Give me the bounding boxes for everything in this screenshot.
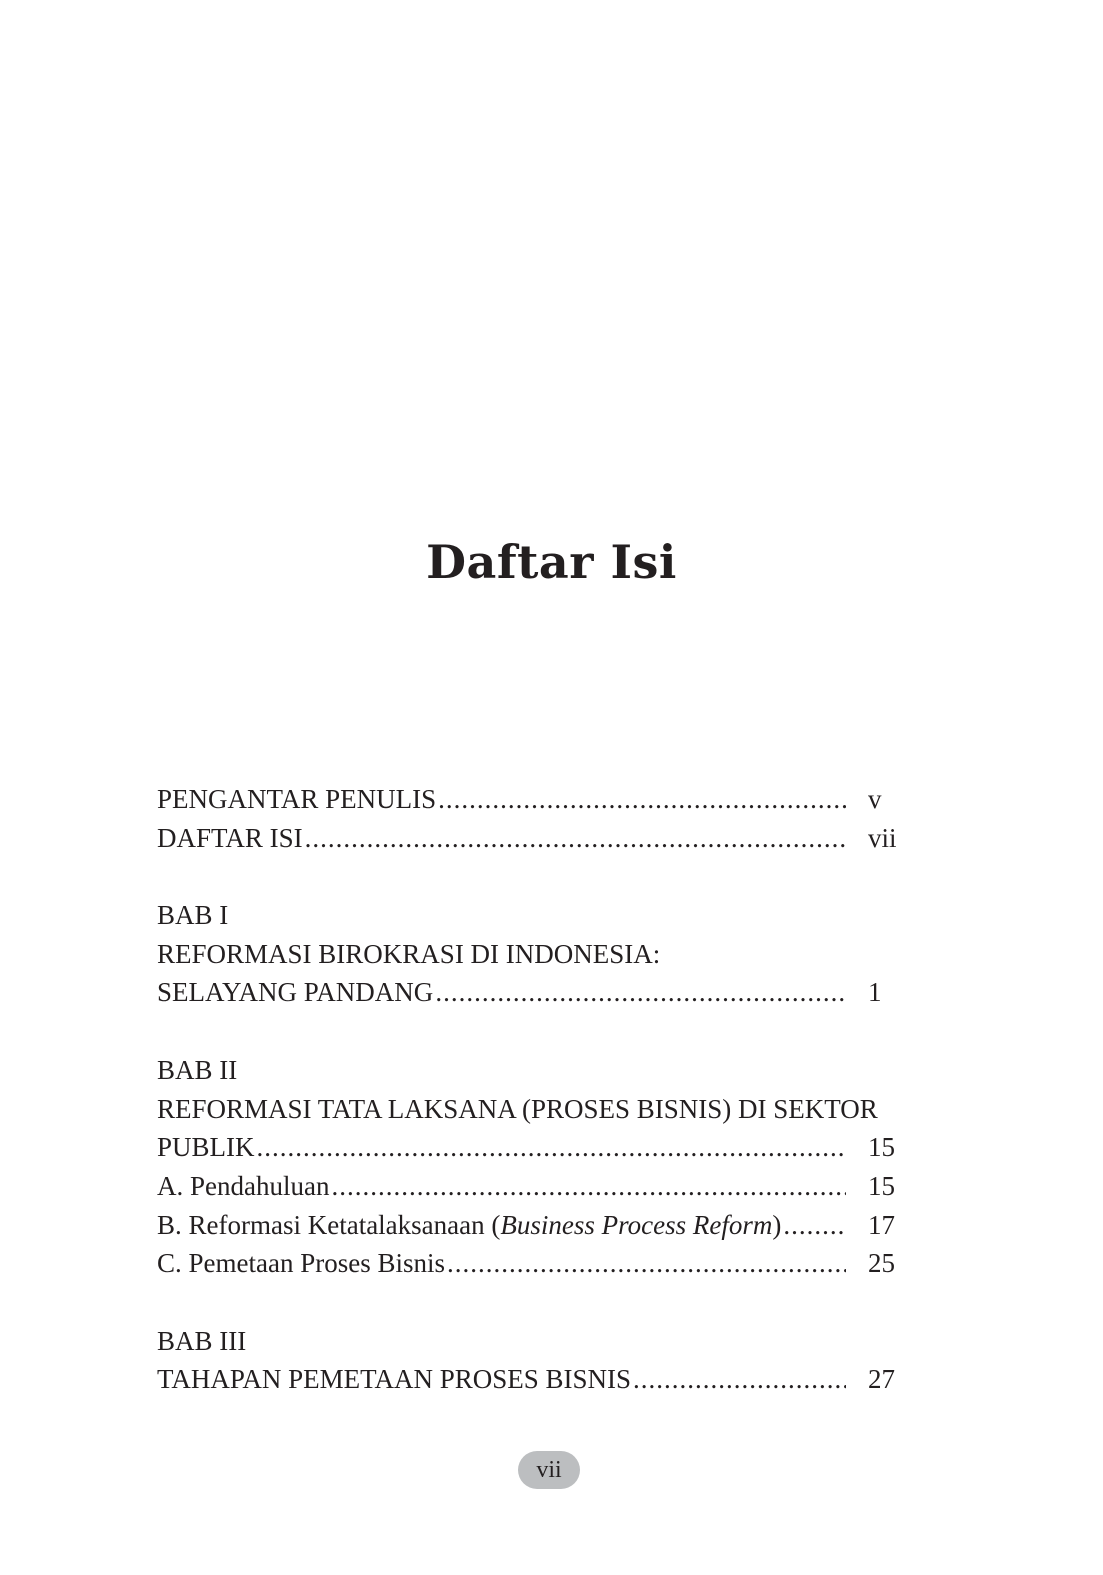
dot-leader — [435, 973, 846, 1012]
toc-entry-label: SELAYANG PANDANG — [157, 977, 434, 1008]
toc-entry-page: 17 — [868, 1209, 895, 1240]
toc-entry-daftar-isi[interactable] — [157, 819, 922, 858]
toc-entry-pemetaan[interactable] — [157, 1244, 922, 1283]
dot-leader — [331, 1167, 846, 1206]
chapter-heading-bab2: BAB II — [157, 1054, 238, 1085]
dot-leader — [305, 819, 846, 858]
toc-entry-label: TAHAPAN PEMETAAN PROSES BISNIS — [157, 1364, 632, 1395]
chapter-heading-bab3: BAB III — [157, 1325, 247, 1356]
page-number-badge: vii — [518, 1451, 580, 1489]
toc-entry-page: 25 — [868, 1248, 895, 1279]
dot-leader — [783, 1206, 846, 1245]
toc-entry-bab3[interactable] — [157, 1360, 922, 1399]
toc-entry-page: 1 — [868, 977, 882, 1008]
chapter-title-line: REFORMASI BIROKRASI DI INDONESIA: — [157, 938, 661, 969]
toc-entry-label: PENGANTAR PENULIS — [157, 784, 437, 814]
dot-leader — [447, 1244, 846, 1283]
toc-entry-page: vii — [868, 822, 897, 853]
italic-term: Business Process Reform — [500, 1209, 773, 1240]
toc-entry-label: A. Pendahuluan — [157, 1170, 330, 1201]
chapter-title-line: REFORMASI TATA LAKSANA (PROSES BISNIS) DI SEKTOR — [157, 1093, 878, 1124]
page-title: Daftar Isi — [426, 535, 677, 589]
chapter-heading-bab1: BAB I — [157, 900, 229, 931]
toc-entry-pendahuluan[interactable] — [157, 1167, 922, 1206]
toc-entry-label: DAFTAR ISI — [157, 822, 303, 853]
dot-leader — [438, 780, 846, 819]
toc-entry-label: B. Reformasi Ketatalaksanaan (Business Process Reform) — [157, 1209, 782, 1240]
toc-entry-label: PUBLIK — [157, 1132, 255, 1163]
toc-entry-bab2[interactable] — [157, 1128, 922, 1167]
toc-entry-pengantar[interactable] — [157, 780, 922, 819]
toc-entry-page: 15 — [868, 1132, 895, 1163]
dot-leader — [257, 1128, 846, 1167]
toc-entry-page: 15 — [868, 1170, 895, 1201]
toc-entry-page: 27 — [868, 1364, 895, 1395]
toc-entry-page: v — [868, 784, 882, 814]
toc-entry-reformasi-ketatalaksanaan[interactable] — [157, 1206, 922, 1245]
toc-entry-bab1[interactable] — [157, 973, 922, 1012]
table-of-contents — [157, 780, 922, 1399]
toc-entry-label: C. Pemetaan Proses Bisnis — [157, 1248, 445, 1279]
dot-leader — [633, 1360, 846, 1399]
